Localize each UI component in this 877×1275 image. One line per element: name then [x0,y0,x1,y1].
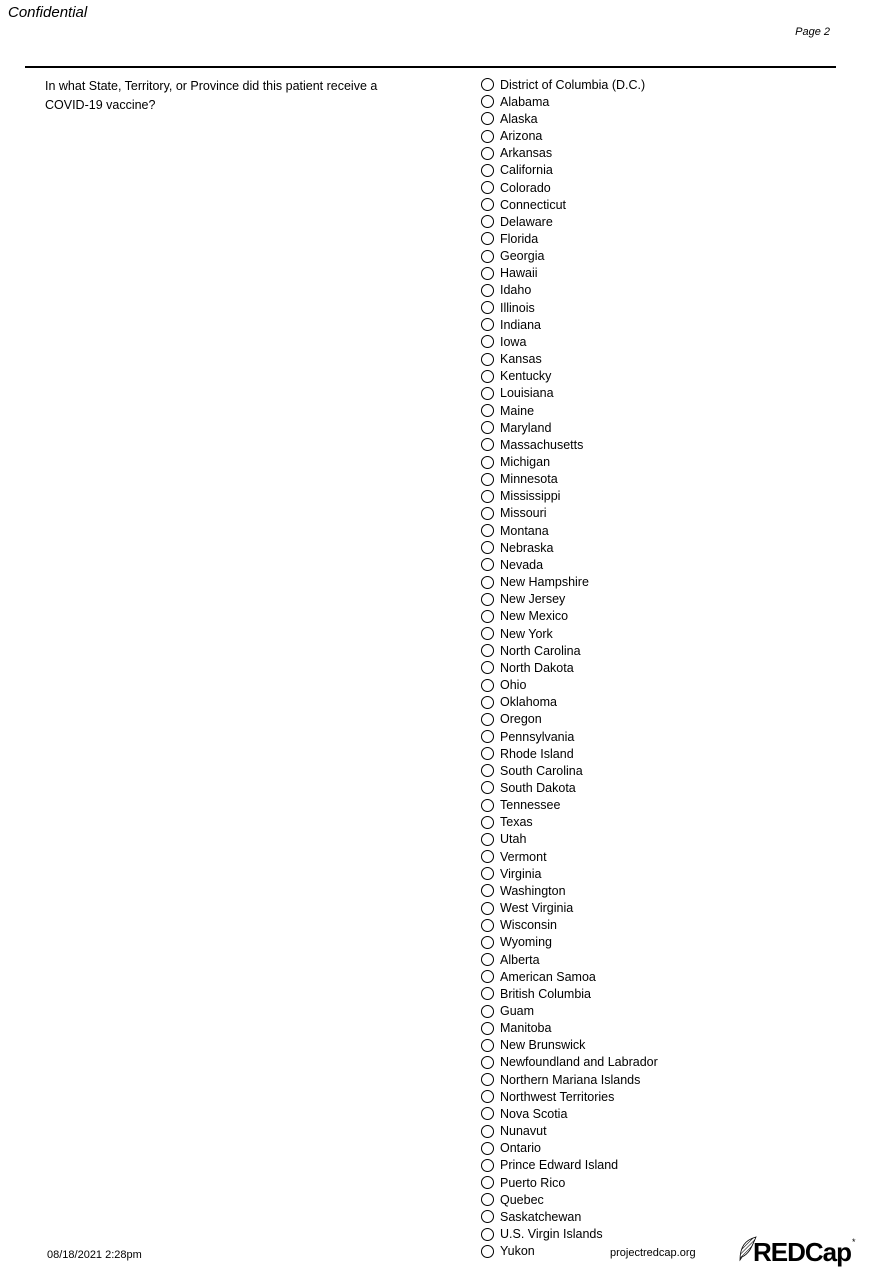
radio-option[interactable] [481,213,851,230]
radio-option-label: American Samoa [500,969,596,984]
radio-option[interactable] [481,488,851,505]
radio-button-icon[interactable] [481,730,494,743]
radio-option[interactable] [481,762,851,779]
radio-button-icon[interactable] [481,95,494,108]
radio-option-label: Pennsylvania [500,729,575,744]
radio-option[interactable] [481,453,851,470]
radio-button-icon[interactable] [481,867,494,880]
radio-option[interactable] [481,814,851,831]
radio-button-icon[interactable] [481,850,494,863]
radio-button-icon[interactable] [481,661,494,674]
radio-option[interactable] [481,539,851,556]
radio-option-label: South Carolina [500,763,583,778]
radio-option[interactable] [481,333,851,350]
radio-button-icon[interactable] [481,884,494,897]
footer-website: projectredcap.org [610,1247,696,1259]
radio-button-icon[interactable] [481,1142,494,1155]
radio-option-label: Ontario [500,1141,541,1156]
radio-option-label: Utah [500,832,527,847]
radio-option[interactable] [481,1123,851,1140]
radio-button-icon[interactable] [481,267,494,280]
radio-button-icon[interactable] [481,1193,494,1206]
radio-option[interactable] [481,917,851,934]
radio-button-icon[interactable] [481,1176,494,1189]
radio-option-label: Alberta [500,952,540,967]
radio-option-label: Vermont [500,849,547,864]
radio-option[interactable] [481,145,851,162]
radio-option[interactable] [481,642,851,659]
radio-option[interactable] [481,882,851,899]
radio-option-label: Newfoundland and Labrador [500,1055,658,1070]
radio-option[interactable] [481,402,851,419]
radio-button-icon[interactable] [481,318,494,331]
radio-option-label: Illinois [500,300,535,315]
radio-button-icon[interactable] [481,112,494,125]
radio-option-label: Oklahoma [500,695,557,710]
radio-button-icon[interactable] [481,1125,494,1138]
radio-option[interactable] [481,299,851,316]
radio-option-label: Missouri [500,506,547,521]
radio-option[interactable] [481,282,851,299]
radio-button-icon[interactable] [481,130,494,143]
radio-option[interactable] [481,1105,851,1122]
radio-option[interactable] [481,1208,851,1225]
radio-option-label: Puerto Rico [500,1175,566,1190]
radio-button-icon[interactable] [481,696,494,709]
radio-option[interactable] [481,831,851,848]
question-text: In what State, Territory, or Province did this patient receive a COVID-19 vaccine? [45,79,378,112]
radio-option-label: Indiana [500,317,542,332]
radio-option-label: Minnesota [500,472,558,487]
radio-option-label: California [500,163,553,178]
radio-button-icon[interactable] [481,833,494,846]
radio-button-icon[interactable] [481,215,494,228]
radio-option[interactable] [481,779,851,796]
radio-option-label: Colorado [500,180,551,195]
radio-option[interactable] [481,711,851,728]
radio-option[interactable] [481,745,851,762]
radio-option-label: Quebec [500,1192,544,1207]
radio-option-label: Arizona [500,129,543,144]
radio-option[interactable] [481,694,851,711]
radio-button-icon[interactable] [481,610,494,623]
radio-button-icon[interactable] [481,284,494,297]
radio-option-label: Northwest Territories [500,1089,615,1104]
options-list [481,76,851,1260]
radio-option-label: Virginia [500,866,542,881]
radio-option[interactable] [481,419,851,436]
radio-option-label: Montana [500,523,549,538]
radio-option-label: Iowa [500,334,527,349]
radio-option[interactable] [481,1002,851,1019]
radio-button-icon[interactable] [481,627,494,640]
radio-button-icon[interactable] [481,1005,494,1018]
radio-option[interactable] [481,900,851,917]
radio-option-label: Maine [500,403,535,418]
radio-option[interactable] [481,1191,851,1208]
radio-option-label: New Mexico [500,609,569,624]
radio-option[interactable] [481,985,851,1002]
page-number: Page 2 [795,26,830,38]
radio-option-label: Washington [500,883,566,898]
radio-option-label: Northern Mariana Islands [500,1072,641,1087]
radio-option-label: Georgia [500,249,545,264]
radio-button-icon[interactable] [481,404,494,417]
radio-option-label: Wisconsin [500,918,557,933]
radio-option-label: North Carolina [500,643,581,658]
radio-option[interactable] [481,265,851,282]
radio-button-icon[interactable] [481,1056,494,1069]
radio-option[interactable] [481,385,851,402]
radio-option[interactable] [481,797,851,814]
radio-option[interactable] [481,1088,851,1105]
radio-option[interactable] [481,505,851,522]
radio-option[interactable] [481,471,851,488]
radio-option[interactable] [481,728,851,745]
radio-button-icon[interactable] [481,1159,494,1172]
radio-button-icon[interactable] [481,1090,494,1103]
radio-option-label: Louisiana [500,386,554,401]
radio-option[interactable] [481,127,851,144]
radio-option[interactable] [481,934,851,951]
radio-option-label: Massachusetts [500,437,584,452]
radio-button-icon[interactable] [481,198,494,211]
radio-button-icon[interactable] [481,438,494,451]
radio-button-icon[interactable] [481,558,494,571]
radio-option-label: Rhode Island [500,746,574,761]
radio-option[interactable] [481,230,851,247]
header-divider [25,66,836,68]
radio-option[interactable] [481,179,851,196]
radio-option-label: Nova Scotia [500,1106,568,1121]
radio-option[interactable] [481,574,851,591]
radio-option-label: North Dakota [500,660,574,675]
radio-button-icon[interactable] [481,781,494,794]
radio-option-label: Ohio [500,678,527,693]
radio-button-icon[interactable] [481,181,494,194]
radio-option-label: Kentucky [500,369,552,384]
radio-option-label: Prince Edward Island [500,1158,619,1173]
radio-option-label: Alabama [500,94,550,109]
radio-option[interactable] [481,110,851,127]
radio-button-icon[interactable] [481,1073,494,1086]
radio-option-label: Nevada [500,557,544,572]
radio-button-icon[interactable] [481,250,494,263]
radio-button-icon[interactable] [481,1245,494,1258]
radio-button-icon[interactable] [481,164,494,177]
radio-option[interactable] [481,951,851,968]
radio-button-icon[interactable] [481,147,494,160]
radio-button-icon[interactable] [481,713,494,726]
radio-option-label: Arkansas [500,146,553,161]
footer-timestamp: 08/18/2021 2:28pm [47,1249,142,1261]
radio-button-icon[interactable] [481,353,494,366]
radio-option-label: Yukon [500,1244,535,1259]
radio-option-label: New York [500,626,553,641]
radio-option-label: Manitoba [500,1021,552,1036]
radio-button-icon[interactable] [481,507,494,520]
radio-option[interactable] [481,968,851,985]
confidential-watermark: Confidential [8,4,88,21]
radio-option-label: Kansas [500,352,542,367]
radio-option[interactable] [481,1071,851,1088]
radio-button-icon[interactable] [481,232,494,245]
radio-button-icon[interactable] [481,764,494,777]
radio-option-label: Mississippi [500,489,561,504]
radio-button-icon[interactable] [481,1022,494,1035]
radio-option-label: Hawaii [500,266,538,281]
radio-option[interactable] [481,93,851,110]
redcap-logo [737,1238,856,1267]
radio-option[interactable] [481,1174,851,1191]
radio-button-icon[interactable] [481,1210,494,1223]
radio-option-label: South Dakota [500,780,576,795]
radio-option-label: Florida [500,231,539,246]
radio-option-label: District of Columbia (D.C.) [500,77,646,92]
radio-button-icon[interactable] [481,541,494,554]
radio-option-label: British Columbia [500,986,592,1001]
radio-option-label: Nunavut [500,1124,547,1139]
radio-button-icon[interactable] [481,953,494,966]
radio-button-icon[interactable] [481,644,494,657]
radio-option-label: New Brunswick [500,1038,586,1053]
radio-option-label: Wyoming [500,935,552,950]
radio-option[interactable] [481,316,851,333]
radio-button-icon[interactable] [481,370,494,383]
radio-option-label: Idaho [500,283,532,298]
radio-option[interactable] [481,1020,851,1037]
radio-button-icon[interactable] [481,987,494,1000]
radio-button-icon[interactable] [481,490,494,503]
radio-option[interactable] [481,351,851,368]
radio-option[interactable] [481,1157,851,1174]
radio-option-label: Michigan [500,455,551,470]
radio-option-label: U.S. Virgin Islands [500,1227,603,1242]
radio-option[interactable] [481,865,851,882]
radio-option-label: New Jersey [500,592,566,607]
radio-button-icon[interactable] [481,1039,494,1052]
radio-option-label: Texas [500,815,533,830]
radio-option[interactable] [481,625,851,642]
radio-option[interactable] [481,1037,851,1054]
radio-option-label: Connecticut [500,197,567,212]
radio-option[interactable] [481,162,851,179]
radio-option[interactable] [481,1054,851,1071]
radio-option[interactable] [481,1140,851,1157]
radio-button-icon[interactable] [481,799,494,812]
radio-button-icon[interactable] [481,387,494,400]
radio-option[interactable] [481,436,851,453]
radio-option[interactable] [481,368,851,385]
radio-option-label: Tennessee [500,798,561,813]
radio-button-icon[interactable] [481,576,494,589]
radio-option[interactable] [481,659,851,676]
radio-button-icon[interactable] [481,301,494,314]
radio-option[interactable] [481,196,851,213]
radio-option-label: New Hampshire [500,575,589,590]
radio-button-icon[interactable] [481,524,494,537]
radio-option[interactable] [481,591,851,608]
radio-option[interactable] [481,676,851,693]
redcap-trademark-icon: * [852,1237,856,1247]
radio-button-icon[interactable] [481,473,494,486]
radio-button-icon[interactable] [481,816,494,829]
radio-option[interactable] [481,556,851,573]
redcap-wordmark: REDCap [753,1237,852,1267]
radio-button-icon[interactable] [481,919,494,932]
radio-option[interactable] [481,608,851,625]
radio-option-label: West Virginia [500,901,574,916]
radio-button-icon[interactable] [481,970,494,983]
radio-button-icon[interactable] [481,421,494,434]
radio-button-icon[interactable] [481,456,494,469]
radio-option[interactable] [481,248,851,265]
radio-button-icon[interactable] [481,78,494,91]
radio-option-label: Oregon [500,712,542,727]
radio-option-label: Guam [500,1004,535,1019]
radio-option-label: Maryland [500,420,552,435]
radio-option-label: Nebraska [500,540,554,555]
radio-button-icon[interactable] [481,1228,494,1241]
radio-button-icon[interactable] [481,335,494,348]
radio-option[interactable] [481,76,851,93]
radio-button-icon[interactable] [481,747,494,760]
radio-button-icon[interactable] [481,679,494,692]
radio-button-icon[interactable] [481,902,494,915]
radio-button-icon[interactable] [481,1107,494,1120]
radio-option-label: Alaska [500,111,538,126]
radio-option-label: Delaware [500,214,553,229]
radio-option-label: Saskatchewan [500,1209,582,1224]
radio-option[interactable] [481,848,851,865]
radio-option[interactable] [481,522,851,539]
radio-button-icon[interactable] [481,593,494,606]
radio-button-icon[interactable] [481,936,494,949]
